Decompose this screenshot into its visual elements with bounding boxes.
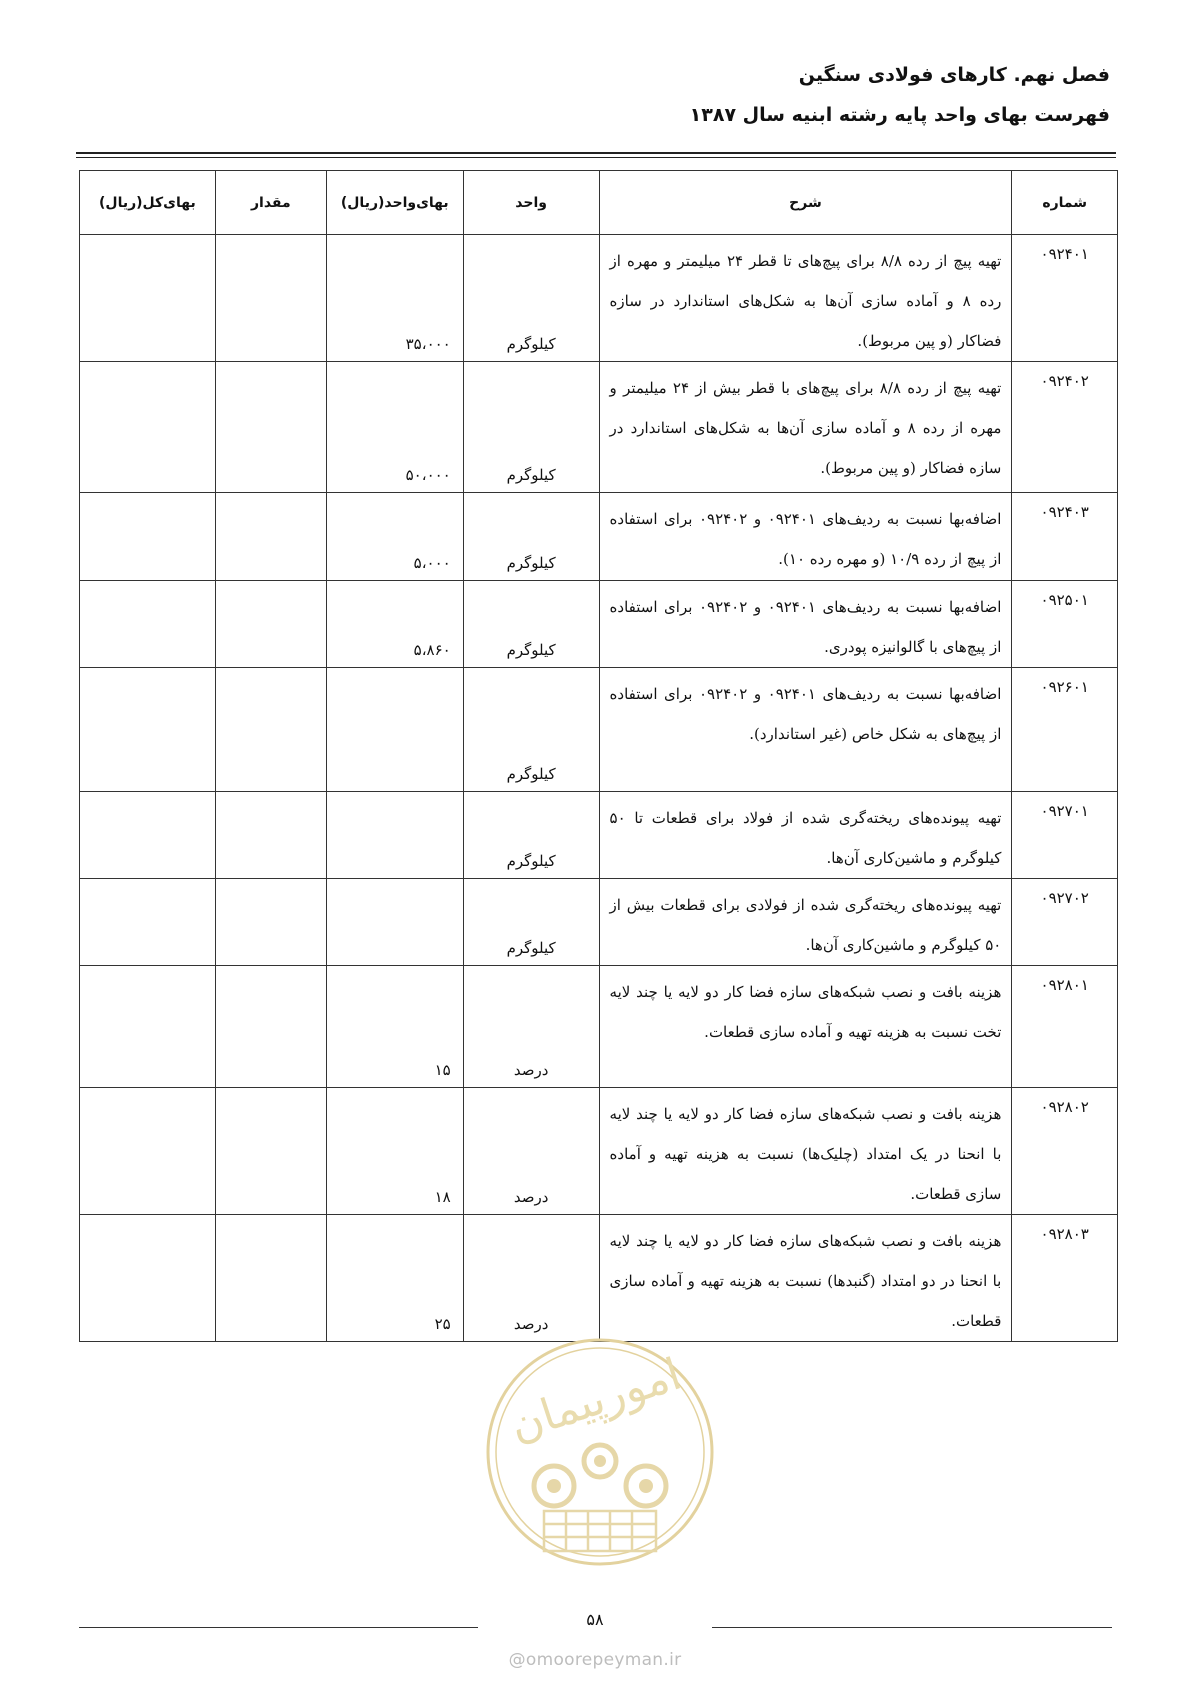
omoore-peyman-seal-icon: [484, 1336, 716, 1568]
item-total-price: [80, 493, 216, 581]
item-code: ۰۹۲۸۰۱: [1012, 966, 1118, 1088]
item-unit: کیلوگرم: [463, 362, 599, 493]
item-description: تهیه پیونده‌های ریخته‌گری شده از فولاد برای قطعات تا ۵۰ کیلوگرم و ماشین‌کاری آن‌ها.: [599, 792, 1012, 879]
item-total-price: [80, 792, 216, 879]
page-number: ۵۸: [586, 1610, 604, 1629]
item-description: اضافه‌بها نسبت به ردیف‌های ۰۹۲۴۰۱ و ۰۹۲۴۰۲ برای استفاده از پیچ‌های به شکل خاص (غیر استاندارد).: [599, 668, 1012, 792]
item-unit-price: ۳۵،۰۰۰: [326, 235, 463, 362]
item-total-price: [80, 879, 216, 966]
table-row: [80, 493, 1118, 581]
item-code: ۰۹۲۵۰۱: [1012, 581, 1118, 668]
table-row: [80, 879, 1118, 966]
item-unit: کیلوگرم: [463, 792, 599, 879]
document-title: فهرست بهای واحد پایه رشته ابنیه سال ۱۳۸۷: [689, 104, 1110, 126]
price-table: [79, 170, 1118, 1342]
svg-text:امورپیمان: امورپیمان: [503, 1348, 688, 1452]
item-description: هزینه بافت و نصب شبکه‌های سازه فضا کار دو لایه یا چند لایه تخت نسبت به هزینه تهیه و آماده سازی قطعات.: [599, 966, 1012, 1088]
item-unit-price: [326, 879, 463, 966]
item-quantity: [215, 493, 326, 581]
column-header-unit-price: بهای‌واحد(ریال): [326, 171, 463, 235]
item-description: اضافه‌بها نسبت به ردیف‌های ۰۹۲۴۰۱ و ۰۹۲۴۰۲ برای استفاده از پیچ از رده ۱۰/۹ (و مهره رده ۱۰).: [599, 493, 1012, 581]
table-row: [80, 1215, 1118, 1342]
table-row: [80, 1088, 1118, 1215]
item-unit: کیلوگرم: [463, 668, 599, 792]
page-header: [70, 62, 1110, 128]
item-quantity: [215, 879, 326, 966]
item-unit-price: ۵،۸۶۰: [326, 581, 463, 668]
item-description: اضافه‌بها نسبت به ردیف‌های ۰۹۲۴۰۱ و ۰۹۲۴۰۲ برای استفاده از پیچ‌های با گالوانیزه پودری.: [599, 581, 1012, 668]
item-unit-price: [326, 668, 463, 792]
item-quantity: [215, 1088, 326, 1215]
item-unit: کیلوگرم: [463, 235, 599, 362]
item-code: ۰۹۲۴۰۱: [1012, 235, 1118, 362]
item-unit: کیلوگرم: [463, 879, 599, 966]
item-unit-price: ۵۰،۰۰۰: [326, 362, 463, 493]
table-row: [80, 581, 1118, 668]
item-quantity: [215, 581, 326, 668]
item-total-price: [80, 235, 216, 362]
item-quantity: [215, 792, 326, 879]
table-header-row: [80, 171, 1118, 235]
item-code: ۰۹۲۶۰۱: [1012, 668, 1118, 792]
footer-rule-right: [712, 1627, 1112, 1628]
table-row: [80, 362, 1118, 493]
column-header-quantity: مقدار: [215, 171, 326, 235]
item-code: ۰۹۲۴۰۲: [1012, 362, 1118, 493]
item-unit: درصد: [463, 1088, 599, 1215]
item-description: تهیه پیونده‌های ریخته‌گری شده از فولادی برای قطعات بیش از ۵۰ کیلوگرم و ماشین‌کاری آن‌ها.: [599, 879, 1012, 966]
column-header-unit: واحد: [463, 171, 599, 235]
table-row: [80, 966, 1118, 1088]
item-total-price: [80, 966, 216, 1088]
item-description: هزینه بافت و نصب شبکه‌های سازه فضا کار دو لایه یا چند لایه با انحنا در دو امتداد (گنبدها) نسبت به هزینه تهیه و آماده سازی قطعات.: [599, 1215, 1012, 1342]
item-code: ۰۹۲۸۰۲: [1012, 1088, 1118, 1215]
chapter-title: فصل نهم. کارهای فولادی سنگین: [798, 64, 1110, 86]
item-quantity: [215, 668, 326, 792]
table-row: [80, 668, 1118, 792]
item-unit-price: ۲۵: [326, 1215, 463, 1342]
item-unit: درصد: [463, 1215, 599, 1342]
column-header-total-price: بهای‌کل(ریال): [80, 171, 216, 235]
item-total-price: [80, 668, 216, 792]
item-code: ۰۹۲۴۰۳: [1012, 493, 1118, 581]
table-row: [80, 792, 1118, 879]
table-row: [80, 235, 1118, 362]
item-total-price: [80, 581, 216, 668]
item-quantity: [215, 235, 326, 362]
item-description: تهیه پیچ از رده ۸/۸ برای پیچ‌های با قطر بیش از ۲۴ میلیمتر و مهره از رده ۸ و آماده سازی آن‌ها به شکل‌های استاندارد در سازه فضاکار (و پین مربوط).: [599, 362, 1012, 493]
column-header-description: شرح: [599, 171, 1012, 235]
item-code: ۰۹۲۷۰۱: [1012, 792, 1118, 879]
item-unit: کیلوگرم: [463, 493, 599, 581]
item-quantity: [215, 966, 326, 1088]
item-unit-price: ۵،۰۰۰: [326, 493, 463, 581]
item-unit-price: ۱۵: [326, 966, 463, 1088]
website-watermark: @omoorepeyman.ir: [508, 1650, 682, 1670]
item-code: ۰۹۲۷۰۲: [1012, 879, 1118, 966]
header-rule: [76, 152, 1116, 154]
item-unit-price: ۱۸: [326, 1088, 463, 1215]
item-total-price: [80, 362, 216, 493]
item-description: هزینه بافت و نصب شبکه‌های سازه فضا کار دو لایه یا چند لایه با انحنا در یک امتداد (چلیک‌ها) نسبت به هزینه تهیه و آماده سازی قطعات.: [599, 1088, 1012, 1215]
header-rule-thin: [76, 157, 1116, 158]
footer-rule-left: [79, 1627, 478, 1628]
column-header-code: شماره: [1012, 171, 1118, 235]
item-total-price: [80, 1088, 216, 1215]
item-description: تهیه پیچ از رده ۸/۸ برای پیچ‌های تا قطر ۲۴ میلیمتر و مهره از رده ۸ و آماده سازی آن‌ها به شکل‌های استاندارد در سازه فضاکار (و پین مربوط).: [599, 235, 1012, 362]
item-unit-price: [326, 792, 463, 879]
item-quantity: [215, 1215, 326, 1342]
item-quantity: [215, 362, 326, 493]
item-code: ۰۹۲۸۰۳: [1012, 1215, 1118, 1342]
item-total-price: [80, 1215, 216, 1342]
item-unit: کیلوگرم: [463, 581, 599, 668]
item-unit: درصد: [463, 966, 599, 1088]
